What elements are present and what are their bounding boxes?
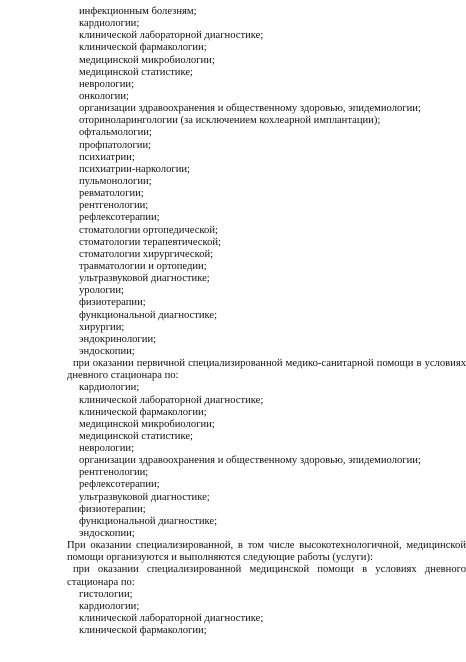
text-line: медицинской микробиологии; (79, 418, 215, 430)
text-line: функциональной диагностике; (79, 515, 218, 527)
text-line: травматологии и ортопедии; (79, 260, 207, 272)
text-line: психиатрии-наркологии; (79, 163, 191, 175)
text-line: хирургии; (79, 321, 125, 333)
text-line: организации здравоохранения и общественному здоровью, эпидемиологии; (79, 455, 421, 467)
text-line: рефлексотерапии; (79, 212, 160, 224)
text-line: клинической фармакологии; (79, 406, 207, 418)
text-line: ревматологии; (79, 188, 144, 200)
text-line: эндоскопии; (79, 528, 135, 540)
text-line: клинической лабораторной диагностике; (79, 394, 264, 406)
text-line: оториноларингологии (за исключением кохлеарной имплантации); (79, 115, 381, 127)
text-line: стационара по: (67, 576, 135, 588)
text-line: физиотерапии; (79, 503, 146, 515)
text-line: неврологии; (79, 443, 135, 455)
text-line: рефлексотерапии; (79, 479, 160, 491)
text-line: гистологии; (79, 588, 133, 600)
text-line: пульмонологии; (79, 175, 152, 187)
text-line: эндокринологии; (79, 333, 157, 345)
text-line: при оказании специализированной медицинской помощи в условиях дневного (73, 564, 466, 576)
text-line: дневного стационара по: (67, 370, 179, 382)
text-line: клинической лабораторной диагностике; (79, 613, 264, 625)
text-line: клинической лабораторной диагностике; (79, 30, 264, 42)
text-line: При оказании специализированной, в том числе высокотехнологичной, медицинской (67, 540, 466, 552)
text-line: кардиологии; (79, 18, 140, 30)
text-line: ультразвуковой диагностике; (79, 491, 210, 503)
text-line: клинической фармакологии; (79, 42, 207, 54)
text-line: офтальмологии; (79, 127, 152, 139)
text-line: кардиологии; (79, 600, 140, 612)
text-line: клинической фармакологии; (79, 625, 207, 637)
text-line: кардиологии; (79, 382, 140, 394)
text-line: ультразвуковой диагностике; (79, 273, 210, 285)
text-line: психиатрии; (79, 151, 135, 163)
document-page (0, 6, 466, 637)
text-line: медицинской микробиологии; (79, 54, 215, 66)
text-line: организации здравоохранения и общественному здоровью, эпидемиологии; (79, 103, 421, 115)
text-line: стоматологии ортопедической; (79, 224, 218, 236)
text-line: стоматологии хирургической; (79, 248, 214, 260)
text-line: физиотерапии; (79, 297, 146, 309)
text-line: при оказании первичной специализированной медико-санитарной помощи в условиях (73, 358, 466, 370)
text-line: онкологии; (79, 90, 129, 102)
text-line: эндоскопии; (79, 345, 135, 357)
text-line: инфекционным болезням; (79, 6, 197, 17)
text-line: профпатологии; (79, 139, 152, 151)
text-line: урологии; (79, 285, 124, 297)
text-line: рентгенологии; (79, 200, 149, 212)
text-line: помощи организуются и выполняются следующие работы (услуги): (67, 552, 373, 564)
text-line: функциональной диагностике; (79, 309, 218, 321)
text-line: рентгенологии; (79, 467, 149, 479)
text-line: стоматологии терапевтической; (79, 236, 222, 248)
text-line: медицинской статистике; (79, 430, 193, 442)
text-line: медицинской статистике; (79, 66, 193, 78)
text-line: неврологии; (79, 78, 135, 90)
